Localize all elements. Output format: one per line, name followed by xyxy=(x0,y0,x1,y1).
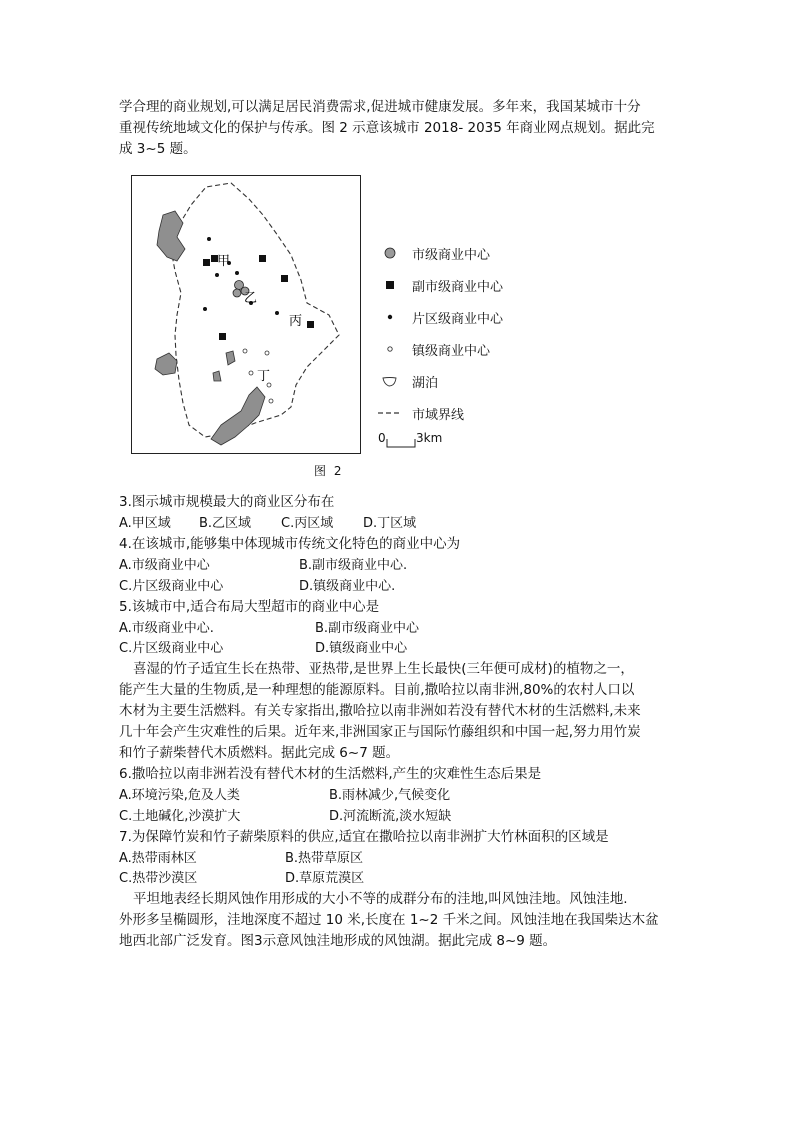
q7-option-d[interactable]: D.草原荒漠区 xyxy=(285,871,365,886)
q5-option-b[interactable]: B.副市级商业中心 xyxy=(315,621,420,636)
sub-center-6 xyxy=(259,255,266,262)
q5-option-c[interactable]: C.片区级商业中心 xyxy=(119,641,224,656)
black-dot-icon xyxy=(378,307,402,327)
q7-option-b[interactable]: B.热带草原区 xyxy=(285,851,364,866)
label-jia: 甲 xyxy=(217,254,231,269)
q7-option-c[interactable]: C.热带沙漠区 xyxy=(119,871,198,886)
city-commercial-map xyxy=(131,175,361,454)
label-yi: 乙 xyxy=(244,291,258,306)
bamboo-para-line-3: 木材为主要生活燃料。有关专家指出,撒哈拉以南非洲如若没有替代木材的生活燃料,未来 xyxy=(119,703,641,719)
bamboo-para-line-2: 能产生大量的生物质,是一种理想的能源原料。目前,撒哈拉以南非洲,80%的农村人口以 xyxy=(119,682,635,698)
town-center-2 xyxy=(249,371,253,375)
bamboo-para-line-5: 和竹子薪柴替代木质燃料。据此完成 6~7 题。 xyxy=(119,745,400,761)
q3-option-a[interactable]: A.甲区域 xyxy=(119,516,171,531)
town-center-4 xyxy=(269,399,273,403)
bamboo-para-line-4: 几十年会产生灾难性的后果。近年来,非洲国家正与国际竹藤组织和中国一起,努力用竹炭 xyxy=(119,724,641,740)
q6-option-b[interactable]: B.雨林减少,气候变化 xyxy=(329,788,451,803)
q6-stem: 6.撒哈拉以南非洲若没有替代木材的生活燃料,产生的灾难性生态后果是 xyxy=(119,766,542,782)
intro-line-1: 学合理的商业规划,可以满足居民消费需求,促进城市健康发展。多年来，我国某城市十分 xyxy=(119,99,641,115)
wind-para-line-3: 地西北部广泛发育。图3示意风蚀洼地形成的风蚀湖。据此完成 8~9 题。 xyxy=(119,933,557,949)
bamboo-para-line-1: 喜湿的竹子适宜生长在热带、亚热带,是世界上生长最快(三年便可成材)的植物之一， xyxy=(133,661,634,677)
town-center-5 xyxy=(243,349,247,353)
district-center-5 xyxy=(203,307,207,311)
sub-center-3 xyxy=(281,275,288,282)
q3-option-b[interactable]: B.乙区域 xyxy=(199,516,252,531)
q4-option-c[interactable]: C.片区级商业中心 xyxy=(119,579,224,594)
boundary-line-icon xyxy=(378,403,402,423)
q4-option-b[interactable]: B.副市级商业中心. xyxy=(299,558,408,573)
district-center-2 xyxy=(215,273,219,277)
q3-option-d[interactable]: D.丁区域 xyxy=(363,516,417,531)
q5-option-d[interactable]: D.镇级商业中心 xyxy=(315,641,408,656)
q6-option-c[interactable]: C.土地碱化,沙漠扩大 xyxy=(119,809,241,824)
black-square-icon xyxy=(378,275,402,295)
q5-stem: 5.该城市中,适合布局大型超市的商业中心是 xyxy=(119,599,380,615)
town-center-1 xyxy=(265,351,269,355)
scale-value: 3km xyxy=(416,431,443,445)
sub-center-4 xyxy=(307,321,314,328)
q4-stem: 4.在该城市,能够集中体现城市传统文化特色的商业中心为 xyxy=(119,536,461,552)
label-ding: 丁 xyxy=(257,369,271,384)
q3-stem: 3.图示城市规模最大的商业区分布在 xyxy=(119,494,335,510)
q5-option-a[interactable]: A.市级商业中心. xyxy=(119,621,214,636)
scale-zero: 0 xyxy=(378,431,386,445)
intro-line-2: 重视传统地域文化的保护与传承。图 2 示意该城市 2018- 2035 年商业网点规划。据此完 xyxy=(119,120,655,136)
scale-ruler-icon xyxy=(386,437,416,449)
district-center-4 xyxy=(235,271,239,275)
q7-option-a[interactable]: A.热带雨林区 xyxy=(119,851,197,866)
district-center-6 xyxy=(275,311,279,315)
q7-stem: 7.为保障竹炭和竹子薪柴原料的供应,适宜在撒哈拉以南非洲扩大竹林面积的区域是 xyxy=(119,829,609,845)
wind-para-line-2: 外形多呈椭圆形，洼地深度不超过 10 米,长度在 1~2 千米之间。风蚀洼地在我国柴达木盆 xyxy=(119,912,659,928)
sub-center-2 xyxy=(203,259,210,266)
label-bing: 丙 xyxy=(289,314,303,329)
lake-icon xyxy=(378,371,402,391)
q6-option-d[interactable]: D.河流断流,淡水短缺 xyxy=(329,809,452,824)
wind-para-line-1: 平坦地表经长期风蚀作用形成的大小不等的成群分布的洼地,叫风蚀洼地。风蚀洼地. xyxy=(133,891,628,907)
district-center-1 xyxy=(207,237,211,241)
grey-circle-icon xyxy=(378,243,402,263)
q6-option-a[interactable]: A.环境污染,危及人类 xyxy=(119,788,240,803)
hollow-dot-icon xyxy=(378,339,402,359)
figure-caption: 图 2 xyxy=(314,464,344,478)
sub-center-5 xyxy=(219,333,226,340)
q4-option-d[interactable]: D.镇级商业中心. xyxy=(299,579,396,594)
intro-line-3: 成 3~5 题。 xyxy=(119,141,197,157)
q4-option-a[interactable]: A.市级商业中心 xyxy=(119,558,210,573)
city-center-2 xyxy=(233,289,241,297)
q3-option-c[interactable]: C.丙区域 xyxy=(281,516,334,531)
